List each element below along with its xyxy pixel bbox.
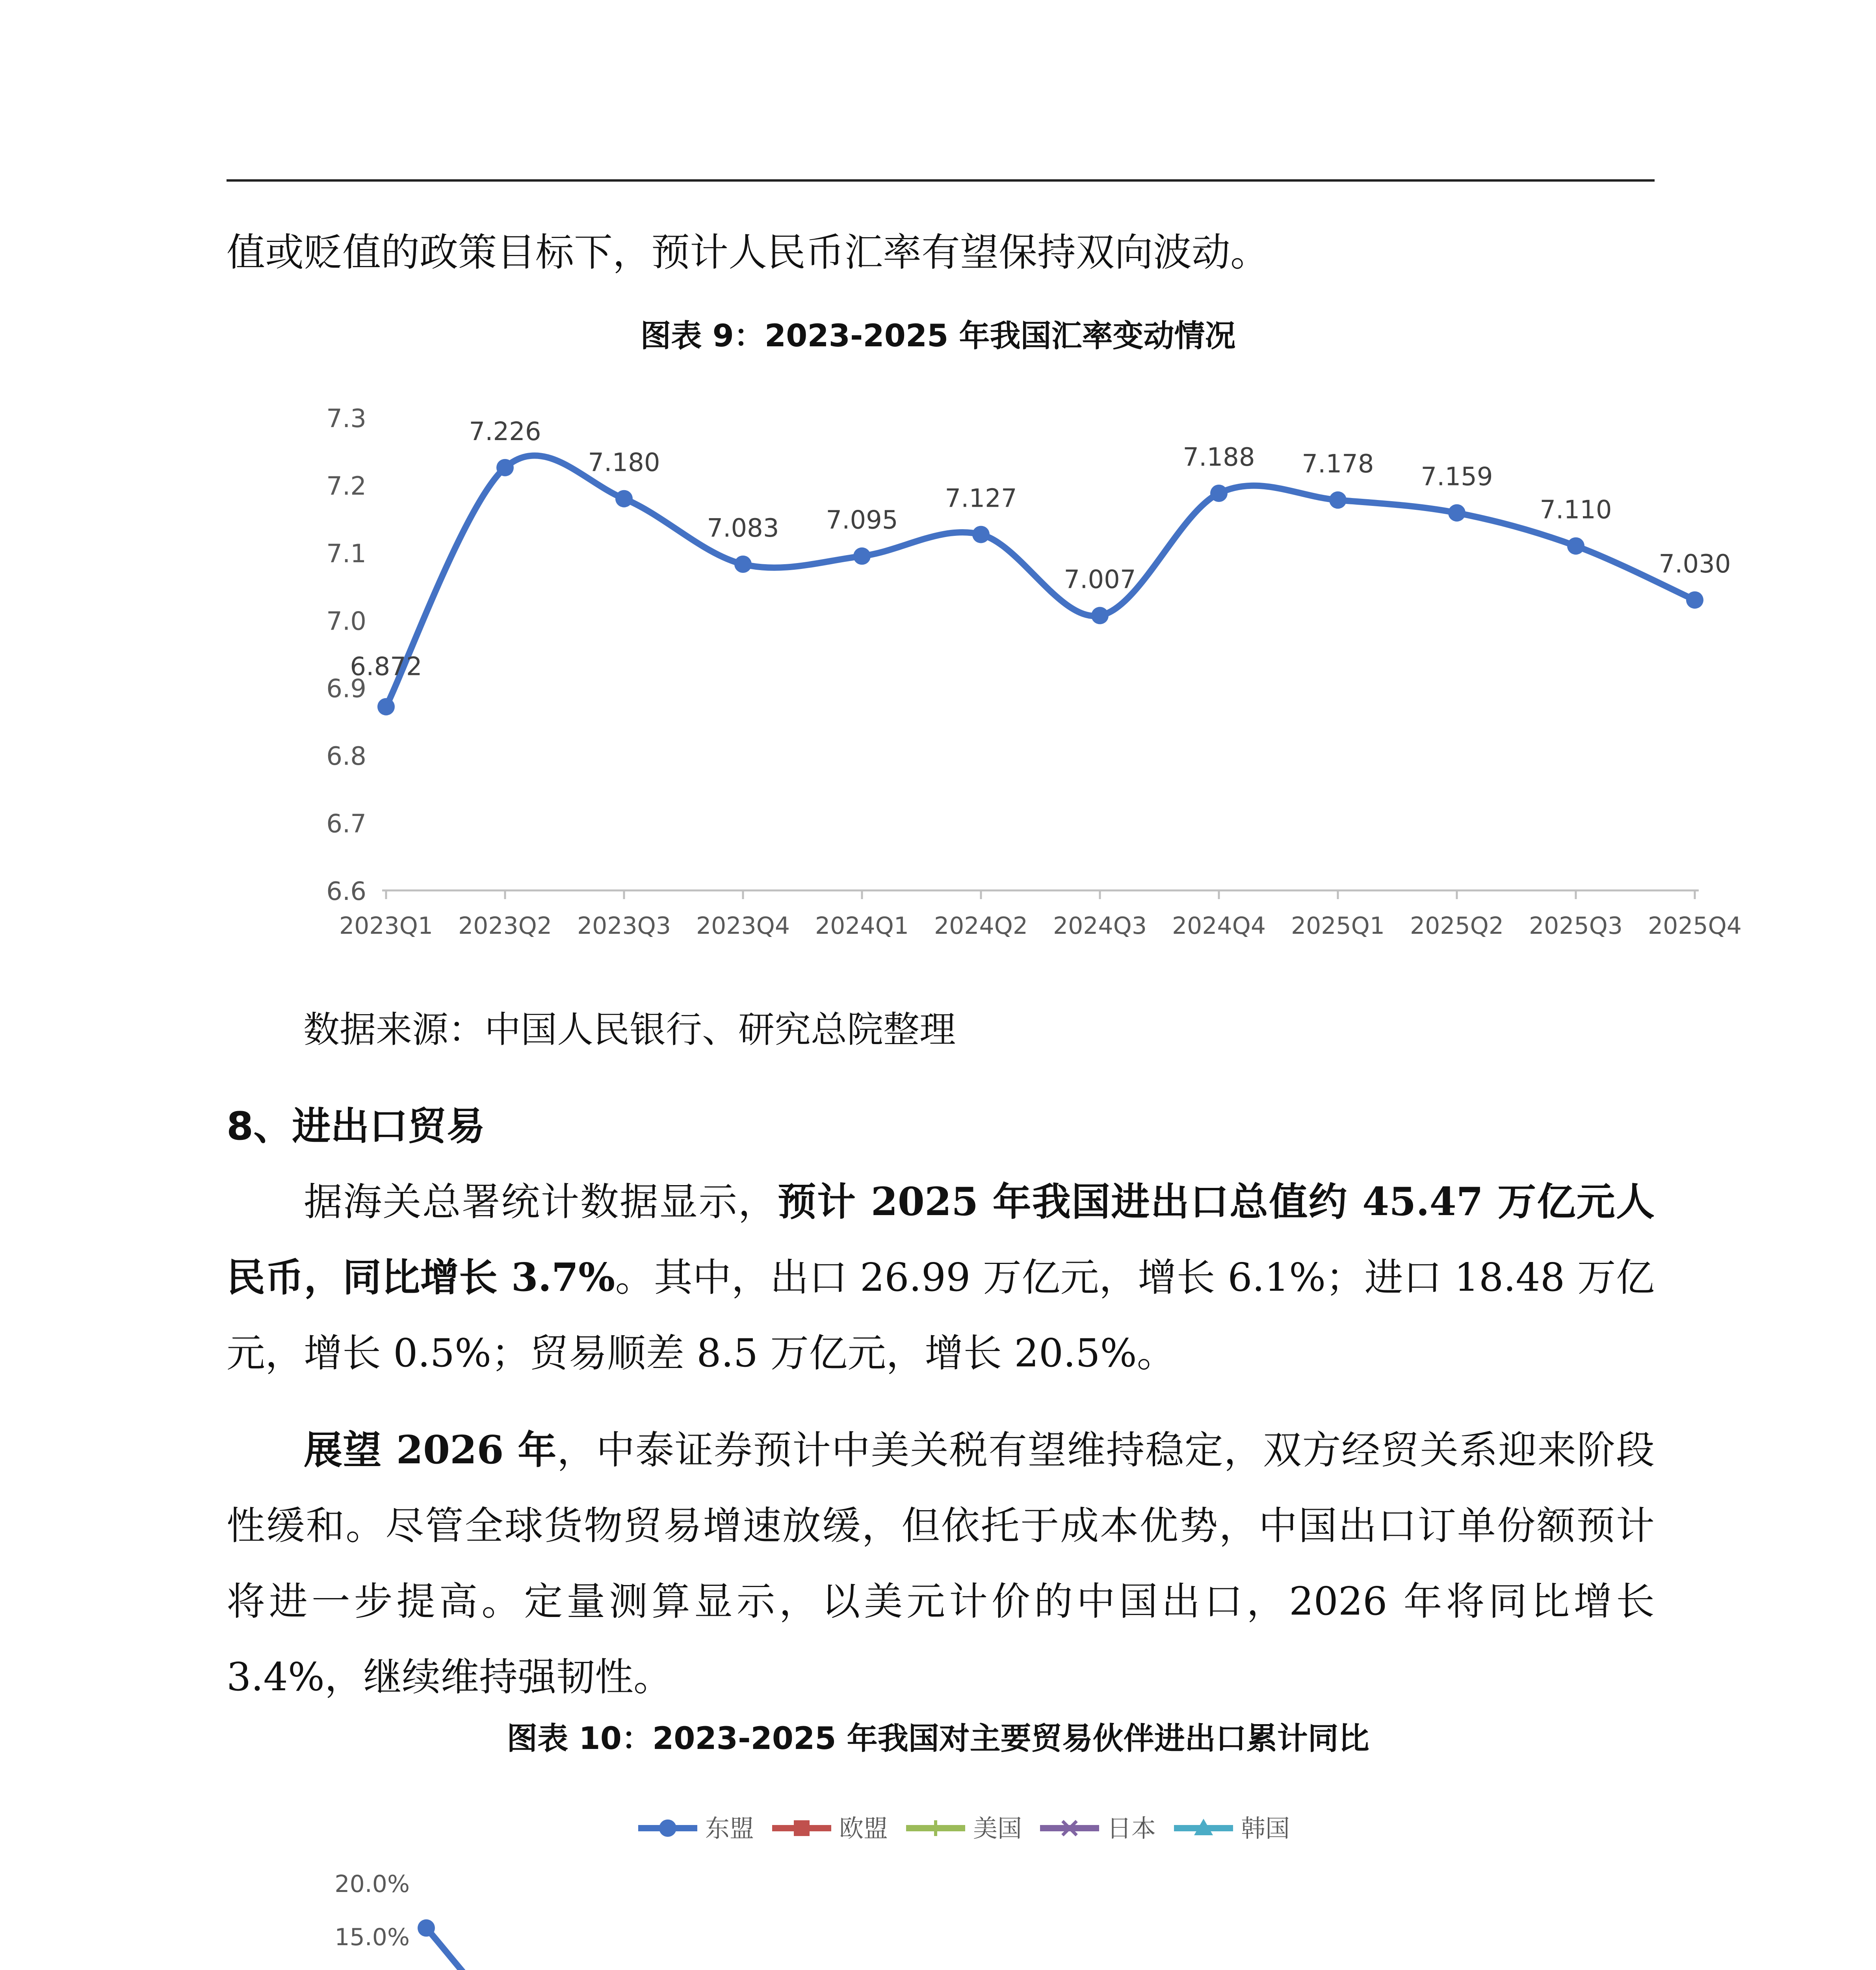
trade-partners-line-chart: [0, 1781, 1876, 1970]
data-label: 7.159: [1421, 462, 1493, 492]
legend-swatch-marker: [659, 1819, 676, 1837]
paragraph-top: 值或贬值的政策目标下，预计人民币汇率有望保持双向波动。: [227, 230, 1269, 275]
data-point: [496, 459, 514, 476]
data-point: [1210, 485, 1228, 502]
figure-10-chart: [0, 1781, 1876, 1970]
x-tick-label: 2025Q3: [1529, 912, 1623, 940]
x-tick-label: 2023Q3: [577, 912, 671, 940]
y-tick-label: 15.0%: [334, 1924, 410, 1951]
legend-swatch-marker: [794, 1820, 810, 1836]
x-tick-label: 2025Q2: [1410, 912, 1504, 940]
legend-label: 东盟: [705, 1814, 754, 1843]
x-tick-label: 2023Q4: [696, 912, 790, 940]
x-tick-label: 2024Q3: [1053, 912, 1147, 940]
data-point: [377, 698, 395, 716]
data-point: [615, 490, 633, 507]
y-tick-label: 7.3: [326, 404, 366, 433]
legend-label: 日本: [1107, 1814, 1156, 1843]
data-point: [734, 556, 752, 573]
y-tick-label: 6.9: [326, 674, 366, 704]
x-tick-label: 2023Q2: [458, 912, 552, 940]
data-label: 7.127: [945, 484, 1017, 513]
y-tick-label: 6.6: [326, 877, 366, 906]
y-tick-label: 7.2: [326, 472, 366, 501]
y-tick-label: 7.1: [326, 539, 366, 569]
data-label: 7.083: [707, 514, 779, 543]
x-tick-label: 2023Q1: [339, 912, 433, 940]
x-tick-label: 2025Q1: [1291, 912, 1385, 940]
section-heading: 8、进出口贸易: [227, 1104, 485, 1149]
y-tick-label: 20.0%: [334, 1870, 410, 1898]
data-point: [418, 1919, 435, 1937]
data-point: [1686, 591, 1703, 609]
legend-label: 美国: [973, 1814, 1022, 1843]
data-point: [1567, 537, 1584, 555]
data-point: [1329, 491, 1347, 509]
data-label: 7.007: [1064, 565, 1136, 595]
data-point: [972, 526, 990, 543]
y-tick-label: 6.7: [326, 809, 366, 839]
figure-9-chart: [0, 386, 1876, 957]
para2-bold-1: 展望 2026 年: [304, 1427, 557, 1473]
data-label: 7.180: [588, 448, 660, 478]
y-tick-label: 6.8: [326, 742, 366, 771]
data-label: 6.872: [350, 652, 422, 682]
paragraph-trade-stats: [227, 1164, 1655, 1391]
x-tick-label: 2025Q4: [1648, 912, 1742, 940]
data-label: 7.095: [826, 506, 898, 535]
series-line-东盟: [426, 1928, 1618, 1970]
figure-9-source: 数据来源：中国人民银行、研究总院整理: [303, 1009, 956, 1051]
figure-10-title: 图表 10：2023-2025 年我国对主要贸易伙伴进出口累计同比: [507, 1721, 1369, 1756]
x-tick-label: 2024Q4: [1172, 912, 1266, 940]
data-point: [853, 547, 871, 565]
para1-text-2: 。其中，出口 26.99 万亿元，增长 6.1%；进口 18.48 万亿元，增长 0.5%；贸易顺差 8.5 万亿元，增长 20.5%。: [227, 1255, 1655, 1376]
data-label: 7.178: [1302, 450, 1374, 479]
para2-text-1: ，中泰证券预计中美关税有望维持稳定，双方经贸关系迎来阶段性缓和。尽管全球货物贸易增速放缓，但依托于成本优势，中国出口订单份额预计将进一步提高。定量测算显示，以美元计价的中国出口，2026 年将同比增长 3.4%，继续维持强韧性。: [227, 1428, 1655, 1700]
data-point: [1448, 504, 1466, 522]
figure-9-title: 图表 9：2023-2025 年我国汇率变动情况: [640, 318, 1236, 354]
legend-label: 欧盟: [839, 1814, 888, 1843]
exchange-rate-series-line: [386, 455, 1695, 706]
data-label: 7.110: [1540, 495, 1612, 525]
data-label: 7.226: [469, 417, 541, 446]
y-tick-label: 7.0: [326, 607, 366, 636]
data-label: 7.188: [1183, 443, 1255, 472]
x-tick-label: 2024Q1: [815, 912, 909, 940]
x-tick-label: 2024Q2: [934, 912, 1028, 940]
para1-text-1: 据海关总署统计数据显示，: [304, 1180, 778, 1225]
header-rule: [227, 179, 1655, 182]
exchange-rate-line-chart: [0, 386, 1876, 957]
legend-label: 韩国: [1241, 1814, 1290, 1843]
data-point: [1091, 607, 1109, 624]
data-label: 7.030: [1659, 549, 1731, 579]
para1-bold-1: 预计 2025 年我国进出口总值约 45.47 万亿元人民币，同比增长 3.7%: [227, 1179, 1655, 1300]
paragraph-outlook: [227, 1412, 1655, 1715]
legend-swatch-marker: [928, 1820, 944, 1836]
